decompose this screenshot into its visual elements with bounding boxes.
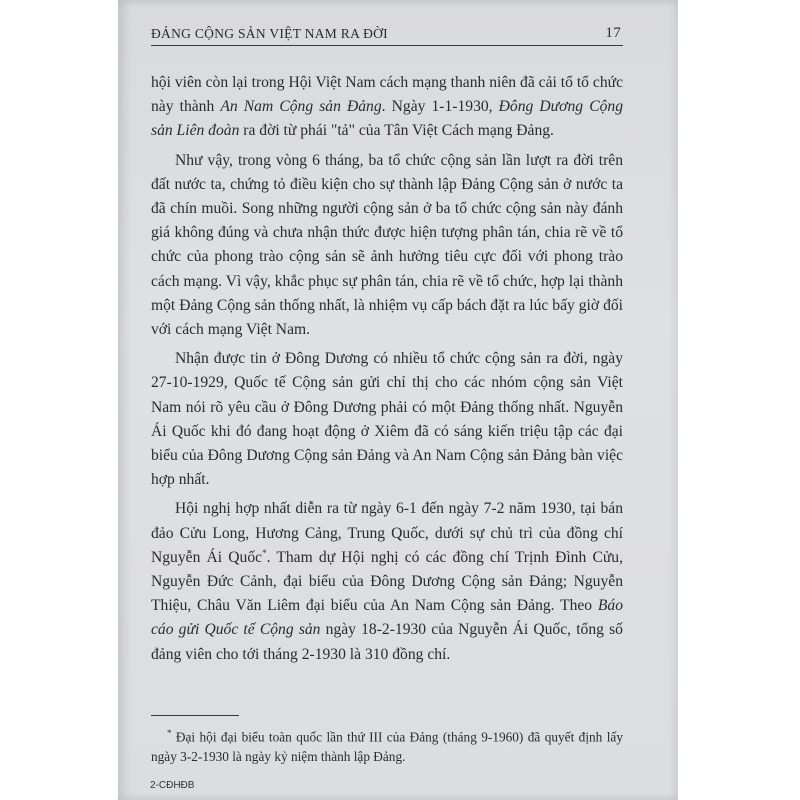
p4-text-a: Hội nghị hợp nhất diễn ra từ ngày 6-1 đến ngày 7-2 năm 1930, tại bán đảo Cửu Long, Hương Cảng, Trung Quốc, dưới sự chủ trì của đồng chí Nguyễn Ái Quốc bbox=[151, 500, 623, 566]
body-text bbox=[151, 71, 623, 672]
footnote-reference: * bbox=[262, 547, 267, 558]
footnote-rule bbox=[151, 715, 239, 716]
running-header bbox=[151, 22, 621, 42]
footnote bbox=[151, 723, 623, 767]
page-number: 17 bbox=[605, 25, 621, 41]
header-rule bbox=[151, 45, 623, 46]
running-title: ĐẢNG CỘNG SẢN VIỆT NAM RA ĐỜI bbox=[151, 26, 388, 41]
footnote-mark: * bbox=[167, 728, 172, 738]
p1-italic-an-nam: An Nam Cộng sản Đảng bbox=[220, 98, 382, 116]
paragraph-1 bbox=[151, 71, 623, 144]
paragraph-4 bbox=[151, 497, 623, 666]
footnote-paragraph bbox=[151, 723, 623, 767]
p1-text-a: hội viên còn lại trong Hội Việt Nam cách mạng thanh niên đã cải tổ tổ chức này thành bbox=[151, 74, 623, 116]
paragraph-2: Như vậy, trong vòng 6 tháng, ba tổ chức cộng sản lần lượt ra đời trên đất nước ta, chứng tỏ điều kiện cho sự thành lập Đảng Cộng sản ở nước ta đã chín muồi. Song những người cộng sản ở ba tổ chức cộng sản này đánh giá không đúng và chưa nhận thức được hiện tượng phân tán, chia rẽ về tổ chức của phong trào cộng sản sẽ ảnh hưởng tiêu cực đối với phong trào cách mạng. Vì vậy, khắc phục sự phân tán, chia rẽ về tổ chức, hợp lại thành một Đảng Cộng sản thống nhất, là nhiệm vụ cấp bách đặt ra lúc bấy giờ đối với cách mạng Việt Nam. bbox=[151, 151, 623, 339]
printer-signature: 2-CĐHĐB bbox=[150, 780, 195, 791]
p4-text-d: ngày 18-2-1930 của Nguyễn Ái Quốc, tổng số đảng viên cho tới tháng 2-1930 là 310 đồng chí. bbox=[151, 621, 623, 663]
p4-text-b: . Tham dự Hội nghị có các đồng chí Trịnh Đình Cửu, Nguyễn Đức Cảnh, đại biểu của Đông Dương Cộng sản Đảng; Nguyễn Thiệu, Châu Văn Liêm đại biểu của An Nam Cộng sản Đảng. Theo bbox=[151, 548, 623, 615]
paragraph-3: Nhận được tin ở Đông Dương có nhiều tổ chức cộng sản ra đời, ngày 27-10-1929, Quốc tế Cộng sản gửi chỉ thị cho các nhóm cộng sản Việt Nam nói rõ yêu cầu ở Đông Dương phải có một Đảng thống nhất. Nguyễn Ái Quốc khi đó đang hoạt động ở Xiêm đã có sáng kiến triệu tập các đại biểu của Đông Dương Cộng sản Đảng và An Nam Cộng sản Đảng bàn việc hợp nhất. bbox=[151, 350, 623, 489]
p1-italic-dong-duong: Đông Dương Cộng sản Liên đoàn bbox=[151, 98, 623, 140]
footnote-text: Đại hội đại biểu toàn quốc lần thứ III của Đảng (tháng 9-1960) đã quyết định lấy ngày 3-2-1930 là ngày kỷ niệm thành lập Đảng. bbox=[151, 729, 623, 765]
p1-text-c: . Ngày 1-1-1930, bbox=[381, 98, 499, 116]
p1-text-e: ra đời từ phái "tả" của Tân Việt Cách mạng Đảng. bbox=[239, 122, 554, 140]
p4-italic-report: Báo cáo gửi Quốc tế Cộng sản bbox=[151, 597, 623, 639]
